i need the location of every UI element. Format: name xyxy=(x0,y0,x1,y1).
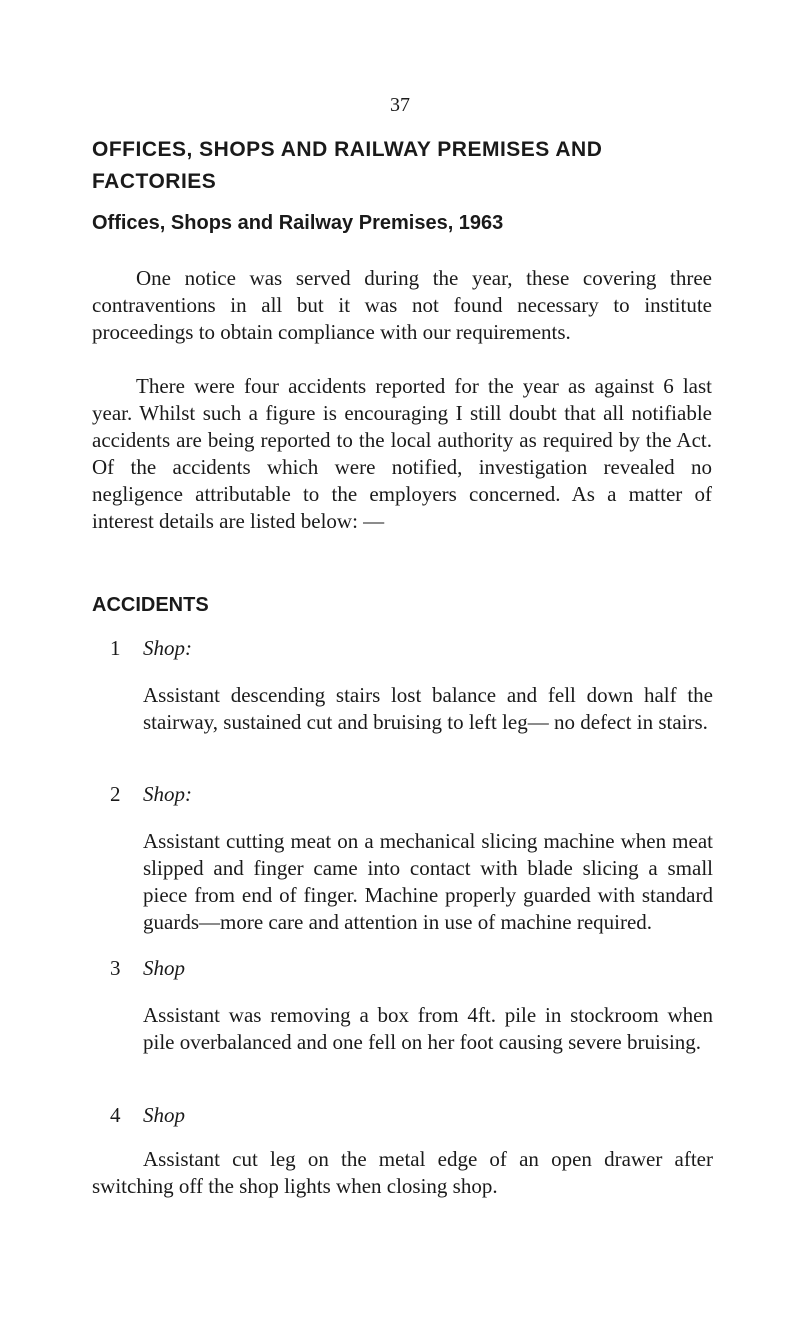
accidents-heading: ACCIDENTS xyxy=(92,594,209,616)
accident-item-1-text: Assistant descending stairs lost balance and fell down half the stairway, sustained cut and bruising to left leg— no defect in stairs. xyxy=(143,683,713,734)
accident-item-4-text xyxy=(92,1146,713,1200)
accident-label: Shop: xyxy=(143,782,192,806)
paragraph-accidents-summary xyxy=(92,373,712,535)
accident-number: 4 xyxy=(110,1103,121,1127)
accident-item-4-text-content: Assistant cut leg on the metal edge of an open drawer after switching off the shop lights when closing shop. xyxy=(92,1147,713,1198)
accident-number: 1 xyxy=(110,636,121,660)
accident-label: Shop xyxy=(143,956,185,980)
page-title: OFFICES, SHOPS AND RAILWAY PREMISES AND FACTORIES xyxy=(92,138,603,193)
accident-number: 3 xyxy=(110,956,121,980)
accident-item-1-header xyxy=(110,636,192,661)
page-number: 37 xyxy=(390,94,410,116)
section-subtitle: Offices, Shops and Railway Premises, 1963 xyxy=(92,212,504,234)
accident-item-2-text: Assistant cutting meat on a mechanical slicing machine when meat slipped and finger came into contact with blade slicing a small piece from end of finger. Machine properly guarded with standard guards—more care and attention in use of machine required. xyxy=(143,829,713,934)
accident-label: Shop: xyxy=(143,636,192,660)
accident-number: 2 xyxy=(110,782,121,806)
paragraph-accidents-summary-text: There were four accidents reported for the year as against 6 last year. Whilst such a figure is encouraging I still doubt that all notifiable accidents are being reported to the local authority as required by the Act. Of the accidents which were notified, investigation revealed no negligence attributable to the employers concerned. As a matter of interest details are listed below: — xyxy=(92,374,712,533)
accident-label: Shop xyxy=(143,1103,185,1127)
paragraph-notice xyxy=(92,265,712,346)
accident-item-3-header xyxy=(110,956,185,981)
paragraph-notice-text: One notice was served during the year, these covering three contraventions in all but it was not found necessary to institute proceedings to obtain compliance with our requirements. xyxy=(92,266,712,344)
accident-item-4-header xyxy=(110,1103,185,1128)
accident-item-2-header xyxy=(110,782,192,807)
accident-item-3-text: Assistant was removing a box from 4ft. pile in stockroom when pile overbalanced and one fell on her foot causing severe bruising. xyxy=(143,1003,713,1054)
